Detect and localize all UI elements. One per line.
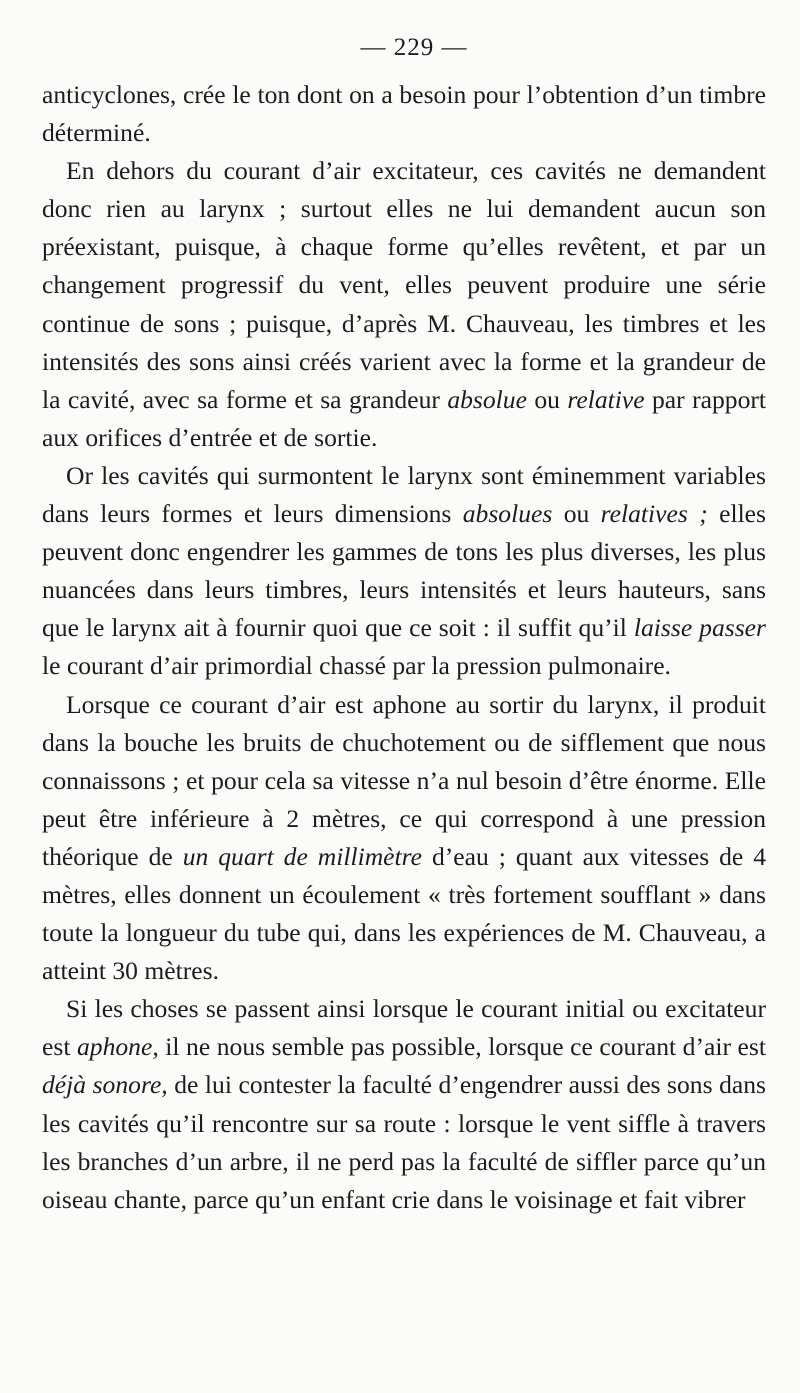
italic-text: relative [567, 384, 645, 414]
body-text [42, 76, 766, 1219]
paragraph [42, 990, 766, 1219]
italic-text: relatives ; [600, 499, 708, 529]
text-segment: Lorsque ce courant d’air est aphone au sortir du larynx, il produit dans la bouche les bruits de chuchotement ou de sifflement que nous connaissons ; et pour cela sa vitesse n’a nul besoin d’être énorme. Elle peut être inférieure à 2 mètres, ce qui correspond à une pression théorique de [42, 689, 766, 871]
text-segment: par rapport aux orifices d’entrée et de sortie. [42, 384, 767, 452]
italic-text: un quart de millimètre [182, 841, 423, 871]
italic-text: aphone, [76, 1032, 159, 1062]
text-segment: Si les choses se passent ainsi lorsque le courant initial ou excitateur est [42, 994, 766, 1062]
italic-text: absolues [462, 499, 553, 529]
italic-text: déjà sonore, [42, 1070, 168, 1100]
paragraph [42, 457, 766, 686]
text-segment: d’eau ; quant aux vitesses de 4 mètres, elles donnent un écoulement « très fortement soufflant » dans toute la longueur du tube qui, dans les expériences de M. Chauveau, a atteint 30 mètres. [42, 841, 766, 986]
text-segment: ou [526, 384, 568, 414]
italic-text: absolue [447, 384, 527, 414]
paragraph [42, 152, 766, 457]
text-segment: ou [552, 499, 601, 529]
paragraph [42, 76, 766, 152]
text-segment: En dehors du courant d’air excitateur, ces cavités ne demandent donc rien au larynx ; surtout elles ne lui demandent aucun son préexistant, puisque, à chaque forme qu’elles revêtent, et par un changement progressif du vent, elles peuvent produire une série continue de sons ; puisque, d’après M. Chauveau, les timbres et les intensités des sons ainsi créés varient avec la forme et la grandeur de la cavité, avec sa forme et sa grandeur [42, 156, 766, 414]
text-segment: de lui contester la faculté d’engendrer aussi des sons dans les cavités qu’il rencontre sur sa route : lorsque le vent siffle à travers les branches d’un arbre, il ne perd pas la faculté de siffler parce qu’un oiseau chante, parce qu’un enfant crie dans le voisinage et fait vibrer [42, 1070, 766, 1214]
text-segment: Or les cavités qui surmontent le larynx sont éminemment variables dans leurs formes et leurs dimensions [42, 460, 766, 529]
text-segment: anticyclones, crée le ton dont on a besoin pour l’obtention d’un timbre déterminé. [42, 80, 766, 148]
paragraph [42, 686, 766, 991]
text-segment: le courant d’air primordial chassé par la pression pulmonaire. [42, 651, 671, 681]
text-segment: elles peuvent donc engendrer les gammes de tons les plus diverses, les plus nuancées dans leurs timbres, leurs intensités et leurs hauteurs, sans que le larynx ait à fournir quoi que ce soit : il suffit qu’il [42, 499, 766, 643]
text-segment: il ne nous semble pas possible, lorsque ce courant d’air est [158, 1032, 766, 1062]
italic-text: laisse passer [633, 613, 766, 643]
page-number: — 229 — [360, 34, 468, 61]
